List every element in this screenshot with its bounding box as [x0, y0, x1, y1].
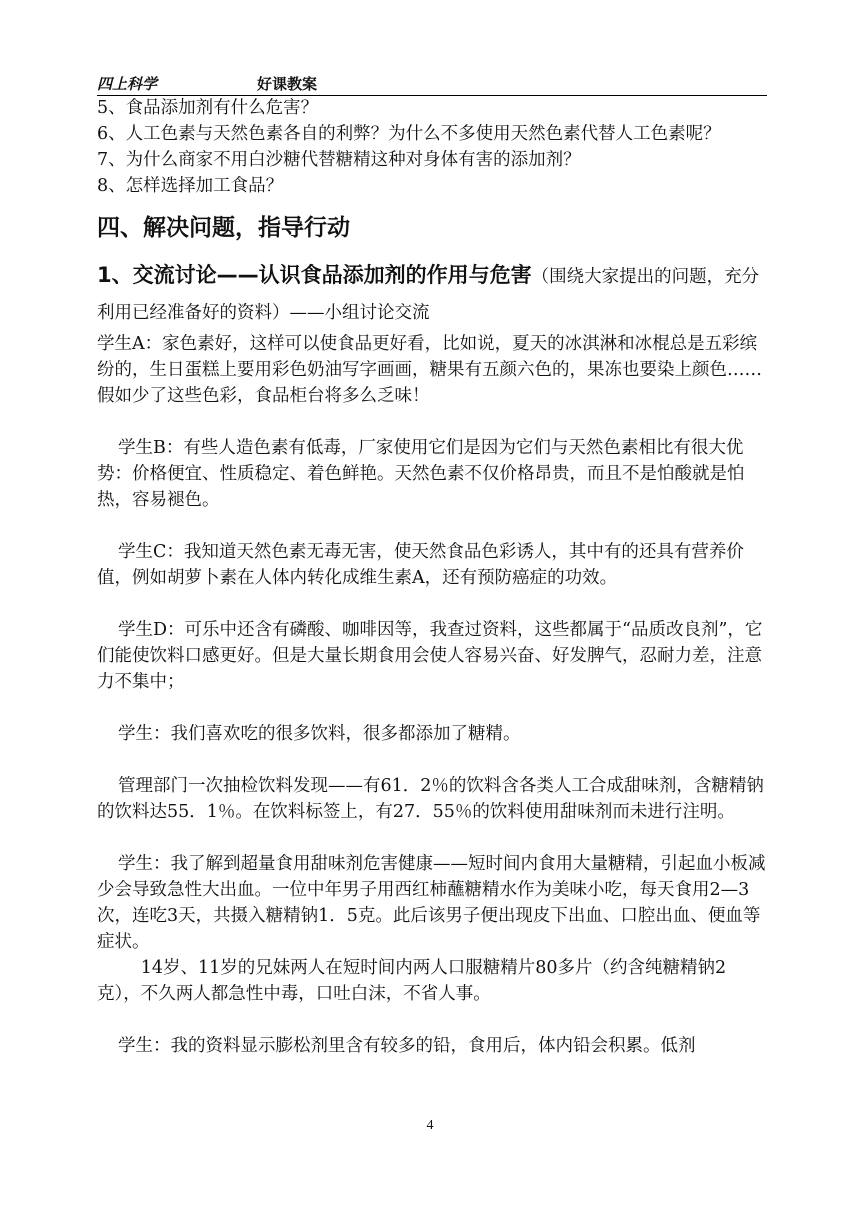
paragraph-siblings-case: 14岁、11岁的兄妹两人在短时间内两人口服糖精片80多片（约含纯糖精钠2克），不久两人都急性中毒，口吐白沫，不省人事。: [97, 958, 727, 1004]
section-heading: 四、解决问题，指导行动: [97, 215, 350, 241]
question-7: 7、为什么商家不用白沙糖代替糖精这种对身体有害的添加剂？: [97, 150, 581, 170]
paragraph-leavening-agent: 学生：我的资料显示膨松剂里含有较多的铅，食用后，体内铅会积累。低剂: [118, 1036, 696, 1056]
paragraph-student-c: 学生C：我知道天然色素无毒无害，使天然食品色彩诱人，其中有的还具有营养价值，例如胡萝卜素在人体内转化成维生素A，还有预防癌症的功效。: [97, 542, 744, 588]
header-title: 好课教案: [257, 77, 318, 93]
paragraph-inspection: 管理部门一次抽检饮料发现——有61．2％的饮料含各类人工合成甜味剂，含糖精钠的饮料达55．1％。在饮料标签上，有27．55％的饮料使用甜味剂而未进行注明。: [97, 776, 764, 822]
page-number: 4: [426, 1118, 434, 1133]
document-body: [97, 95, 767, 1059]
subsection-title: 1、交流讨论——认识食品添加剂的作用与危害: [97, 263, 532, 287]
question-8: 8、怎样选择加工食品？: [97, 176, 284, 196]
header-course: 四上科学: [97, 77, 158, 93]
paragraph-student-d: 学生D：可乐中还含有磷酸、咖啡因等，我查过资料，这些都属于“品质改良剂”，它们能使饮料口感更好。但是大量长期食用会使人容易兴奋、好发脾气，忍耐力差，注意力不集中；: [97, 620, 763, 692]
subsection-heading: [97, 257, 767, 331]
question-5: 5、食品添加剂有什么危害？: [97, 98, 319, 118]
paragraph-student-b: 学生B：有些人造色素有低毒，厂家使用它们是因为它们与天然色素相比有很大优势：价格便宜、性质稳定、着色鲜艳。天然色素不仅价格昂贵，而且不是怕酸就是怕热，容易褪色。: [97, 438, 745, 510]
question-6: 6、人工色素与天然色素各自的利弊？为什么不多使用天然色素代替人工色素呢？: [97, 124, 721, 144]
paragraph-sweetener-harm: 学生：我了解到超量食用甜味剂危害健康——短时间内食用大量糖精，引起血小板减少会导致急性大出血。一位中年男子用西红柿蘸糖精水作为美味小吃，每天食用2—3次，连吃3天，共摄入糖精钠1．5克。此后该男子便出现皮下出血、口腔出血、便血等症状。: [97, 854, 766, 952]
paragraph-student-drinks: 学生：我们喜欢吃的很多饮料，很多都添加了糖精。: [118, 724, 521, 744]
paragraph-student-a: 学生A：家色素好，这样可以使食品更好看，比如说，夏天的冰淇淋和冰棍总是五彩缤纷的，生日蛋糕上要用彩色奶油写字画画，糖果有五颜六色的，果冻也要染上颜色……假如少了这些色彩，食品柜台将多么乏味！: [97, 334, 762, 406]
page-header: [97, 69, 767, 96]
subsection-note: （围绕大家提出的问题，充分利用已经准备好的资料）——小组讨论交流: [97, 267, 760, 323]
